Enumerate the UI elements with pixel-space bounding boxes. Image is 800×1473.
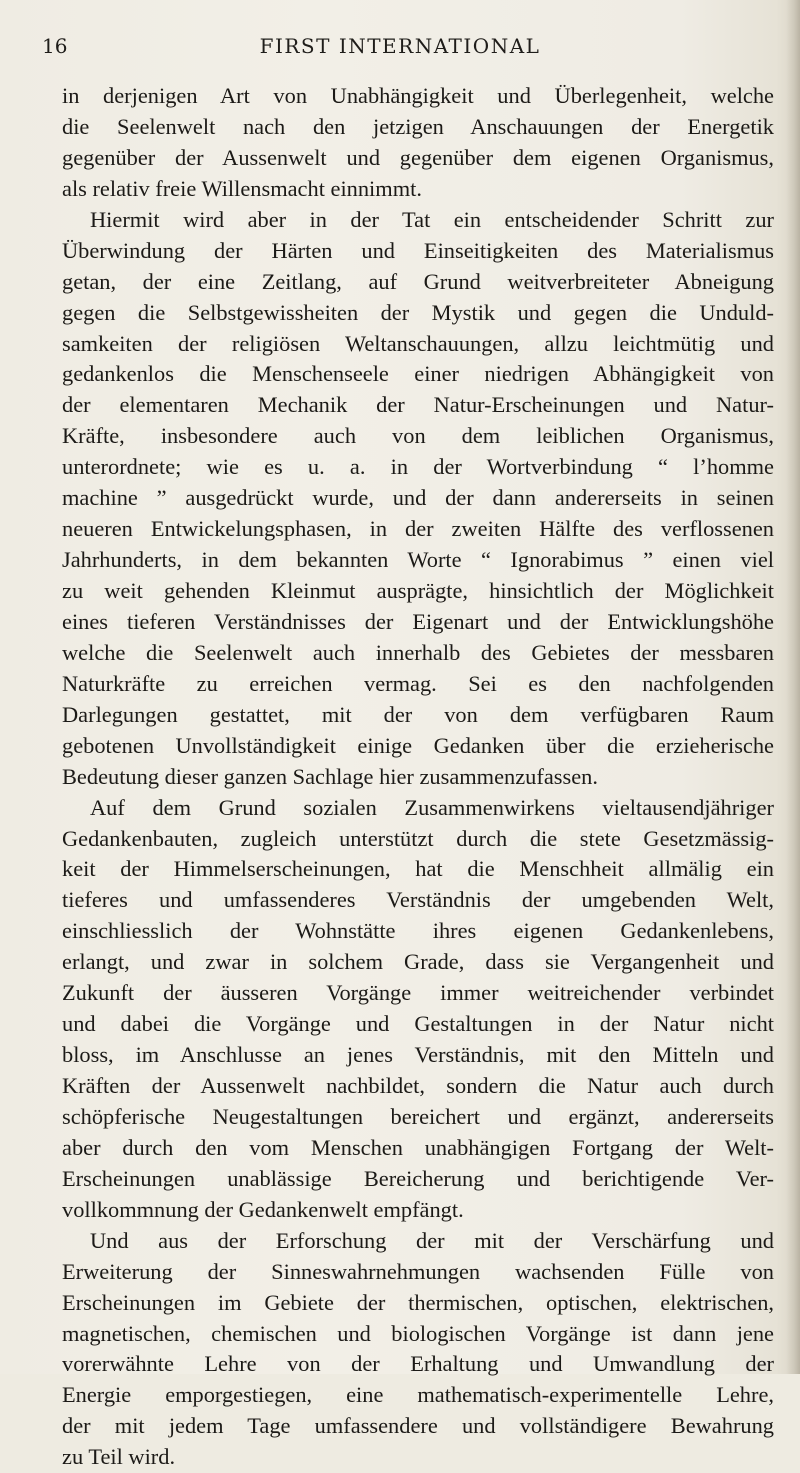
text-line: Energie emporgestiegen, eine mathematisch-experimentelle Lehre,: [62, 1382, 774, 1408]
text-line: erlangt, und zwar in solchem Grade, dass sie Vergangenheit und: [62, 949, 774, 975]
text-line: Jahrhunderts, in dem bekannten Worte “ Ignorabimus ” einen viel: [62, 547, 774, 573]
text-line: Darlegungen gestattet, mit der von dem verfügbaren Raum: [62, 701, 774, 727]
text-line: getan, der eine Zeitlang, auf Grund weitverbreiteter Abneigung: [62, 268, 774, 294]
text-line: eines tieferen Verständnisses der Eigenart und der Entwicklungshöhe: [62, 608, 774, 634]
text-line: Erscheinungen im Gebiete der thermischen, optischen, elektrischen,: [62, 1289, 774, 1315]
text-line: gedankenlos die Menschenseele einer niedrigen Abhängigkeit von: [62, 361, 774, 387]
text-line: gebotenen Unvollständigkeit einige Gedanken über die erzieherische: [62, 732, 774, 758]
text-line: schöpferische Neugestaltungen bereichert und ergänzt, andererseits: [62, 1103, 774, 1129]
text-line: Zukunft der äusseren Vorgänge immer weitreichender verbindet: [62, 980, 774, 1006]
text-line: die Seelenwelt nach den jetzigen Anschauungen der Energetik: [62, 113, 774, 139]
text-line: Kräften der Aussenwelt nachbildet, sondern die Natur auch durch: [62, 1073, 774, 1098]
text-line: neueren Entwickelungsphasen, in der zweiten Hälfte des verflossenen: [62, 516, 774, 542]
text-line: bloss, im Anschlusse an jenes Verständnis, mit den Mitteln und: [62, 1042, 774, 1068]
text-line: aber durch den vom Menschen unabhängigen Fortgang der Welt-: [62, 1134, 774, 1160]
text-line: Kräfte, insbesondere auch von dem leiblichen Organismus,: [62, 423, 774, 449]
body-text: [62, 81, 774, 1473]
text-line: keit der Himmelserscheinungen, hat die Menschheit allmälig ein: [62, 856, 774, 882]
paragraph-start: Hiermit wird aber in der Tat ein entscheidender Schritt zur: [90, 206, 774, 232]
text-line: gegen die Selbstgewissheiten der Mystik und gegen die Unduld-: [62, 299, 774, 325]
text-line: der elementaren Mechanik der Natur-Erscheinungen und Natur-: [62, 392, 774, 418]
text-line: machine ” ausgedrückt wurde, und der dann andererseits in seinen: [62, 485, 774, 511]
text-line: einschliesslich der Wohnstätte ihres eigenen Gedankenlebens,: [62, 918, 774, 944]
text-line: welche die Seelenwelt auch innerhalb des Gebietes der messbaren: [62, 639, 774, 665]
text-line: zu weit gehenden Kleinmut ausprägte, hinsichtlich der Möglichkeit: [62, 578, 774, 603]
text-line: der mit jedem Tage umfassendere und vollständigere Bewahrung: [62, 1413, 774, 1439]
page-edge-shadow: [786, 0, 800, 1374]
running-title: FIRST INTERNATIONAL: [259, 34, 541, 58]
text-line: und dabei die Vorgänge und Gestaltungen in der Natur nicht: [62, 1011, 774, 1037]
text-line: Erscheinungen unablässige Bereicherung und berichtigende Ver-: [62, 1165, 774, 1191]
text-line: Gedankenbauten, zugleich unterstützt durch die stete Gesetzmässig-: [62, 825, 774, 851]
text-line: Erweiterung der Sinneswahrnehmungen wachsenden Fülle von: [62, 1258, 774, 1284]
text-line: unterordnete; wie es u. a. in der Wortverbindung “ l’homme: [62, 454, 774, 480]
text-line: als relativ freie Willensmacht einnimmt.: [62, 175, 422, 201]
text-line: samkeiten der religiösen Weltanschauungen, allzu leichtmütig und: [62, 330, 774, 356]
text-line: in derjenigen Art von Unabhängigkeit und Überlegenheit, welche: [62, 83, 774, 108]
text-line: zu Teil wird.: [62, 1444, 176, 1470]
text-line: tieferes und umfassenderes Verständnis der umgebenden Welt,: [62, 887, 774, 913]
page-header: [40, 30, 760, 66]
text-line: vorerwähnte Lehre von der Erhaltung und Umwandlung der: [62, 1351, 774, 1377]
text-line: Naturkräfte zu erreichen vermag. Sei es den nachfolgenden: [62, 670, 774, 696]
text-line: magnetischen, chemischen und biologischen Vorgänge ist dann jene: [62, 1320, 774, 1346]
text-line: Bedeutung dieser ganzen Sachlage hier zusammenzufassen.: [62, 763, 598, 789]
paragraph-start: Auf dem Grund sozialen Zusammenwirkens vieltausendjähriger: [90, 794, 774, 820]
paragraph-start: Und aus der Erforschung der mit der Verschärfung und: [90, 1227, 774, 1253]
text-line: gegenüber der Aussenwelt und gegenüber dem eigenen Organismus,: [62, 144, 774, 170]
text-line: Überwindung der Härten und Einseitigkeiten des Materialismus: [62, 237, 774, 263]
text-line: vollkommnung der Gedankenwelt empfängt.: [62, 1196, 464, 1222]
page-number: 16: [42, 34, 68, 58]
